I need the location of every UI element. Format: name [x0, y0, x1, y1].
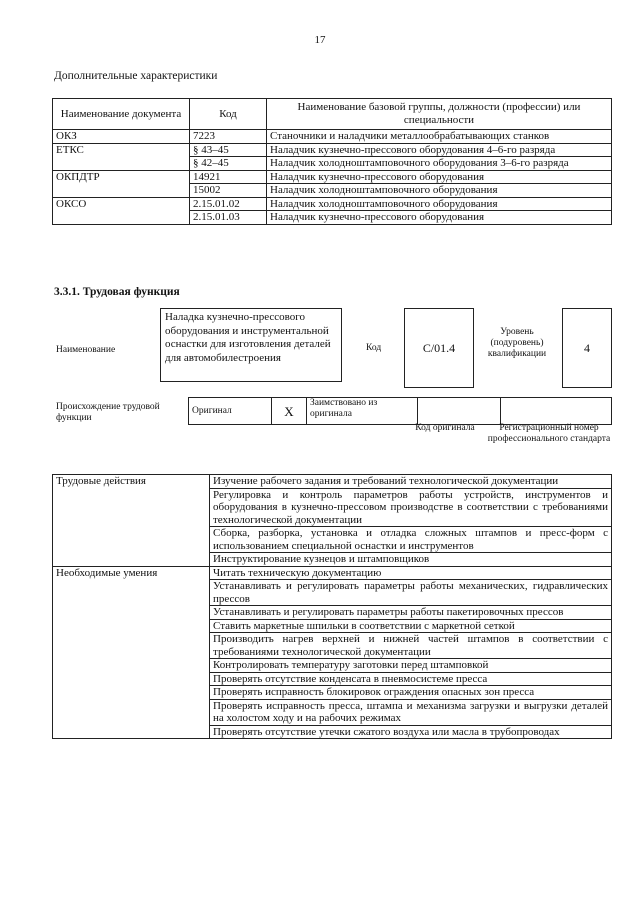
name-value: Наладка кузнечно-прессового оборудования и инструментальной оснастки для изготовления деталей для автомобилестроения	[165, 311, 331, 364]
row-code: 7223	[190, 130, 267, 144]
row-code: 2.15.01.02	[190, 197, 267, 211]
table-row	[53, 197, 612, 211]
table-row	[53, 475, 612, 489]
header-document: Наименование документа	[53, 99, 190, 130]
table-header-row	[53, 99, 612, 130]
header-name: Наименование базовой группы, должности (профессии) или специальности	[267, 99, 612, 130]
labor-function-heading: 3.3.1. Трудовая функция	[54, 286, 180, 298]
code-label: Код	[366, 343, 382, 353]
reg-number-label: Регистрационный номер профессионального стандарта	[487, 423, 611, 444]
level-value: 4	[584, 341, 590, 355]
row-code: § 42–45	[190, 157, 267, 171]
category-labor-actions: Трудовые действия	[53, 475, 210, 567]
level-label: Уровень (подуровень) квалификации	[487, 327, 547, 359]
list-item: Инструктирование кузнецов и штамповщиков	[210, 553, 612, 567]
row-code: 15002	[190, 184, 267, 198]
row-name: Наладчик кузнечно-прессового оборудования 4–6-го разряда	[267, 143, 612, 157]
row-name: Наладчик холодноштамповочного оборудования	[267, 197, 612, 211]
list-item: Сборка, разборка, установка и отладка сложных штампов и пресс-форм с использованием специальной оснастки и инструментов	[210, 527, 612, 553]
name-value-box	[160, 308, 342, 382]
original-label: Оригинал	[189, 398, 272, 425]
table-row	[53, 566, 612, 580]
level-value-box	[562, 308, 612, 388]
list-item: Изучение рабочего задания и требований технологической документации	[210, 475, 612, 489]
table-row	[53, 143, 612, 157]
reg-number-cell	[501, 398, 612, 425]
list-item: Проверять отсутствие конденсата в пневмосистеме пресса	[210, 672, 612, 686]
list-item: Читать техническую документацию	[210, 566, 612, 580]
table-row	[53, 130, 612, 144]
list-item: Устанавливать и регулировать параметры работы механических, гидравлических прессов	[210, 580, 612, 606]
list-item: Контролировать температуру заготовки перед штамповкой	[210, 659, 612, 673]
list-item: Регулировка и контроль параметров работы устройств, инструментов и оборудования в кузнечно-прессовом производстве в соответствии с требованиями технологической документации	[210, 488, 612, 527]
origin-row	[189, 398, 612, 425]
code-value: С/01.4	[422, 341, 456, 355]
borrowed-label: Заимствовано из оригинала	[307, 398, 418, 425]
code-value-box	[404, 308, 474, 388]
section-title: Дополнительные характеристики	[54, 70, 218, 82]
table-row	[53, 170, 612, 184]
row-code: 14921	[190, 170, 267, 184]
original-mark: X	[272, 398, 307, 425]
name-label: Наименование	[56, 345, 116, 355]
row-name: Наладчик холодноштамповочного оборудования 3–6-го разряда	[267, 157, 612, 171]
origin-table	[188, 397, 612, 425]
row-code: 2.15.01.03	[190, 211, 267, 225]
row-doc: ОКСО	[53, 197, 190, 224]
code-original-label: Код оригинала	[415, 423, 475, 433]
code-original-cell	[418, 398, 501, 425]
row-name: Наладчик кузнечно-прессового оборудования	[267, 211, 612, 225]
list-item: Производить нагрев верхней и нижней частей штампов в соответствии с требованиями технологической документации	[210, 633, 612, 659]
row-name: Станочники и наладчики металлообрабатывающих станков	[267, 130, 612, 144]
list-item: Проверять исправность пресса, штампа и механизма загрузки и выгрузки деталей на холостом ходу и на рабочих режимах	[210, 699, 612, 725]
row-doc: ОКПДТР	[53, 170, 190, 197]
header-code: Код	[190, 99, 267, 130]
actions-table	[52, 474, 612, 739]
list-item: Ставить маркетные шпильки в соответствии с маркетной сеткой	[210, 619, 612, 633]
category-required-skills: Необходимые умения	[53, 566, 210, 739]
origin-label: Происхождение трудовой функции	[56, 402, 160, 423]
list-item: Проверять исправность блокировок ограждения опасных зон пресса	[210, 686, 612, 700]
row-code: § 43–45	[190, 143, 267, 157]
page-number: 17	[314, 34, 326, 46]
row-doc: ОКЗ	[53, 130, 190, 144]
row-doc: ЕТКС	[53, 143, 190, 170]
list-item: Устанавливать и регулировать параметры работы пакетировочных прессов	[210, 606, 612, 620]
characteristics-table	[52, 98, 612, 225]
list-item: Проверять отсутствие утечки сжатого воздуха или масла в трубопроводах	[210, 725, 612, 739]
row-name: Наладчик холодноштамповочного оборудования	[267, 184, 612, 198]
row-name: Наладчик кузнечно-прессового оборудования	[267, 170, 612, 184]
